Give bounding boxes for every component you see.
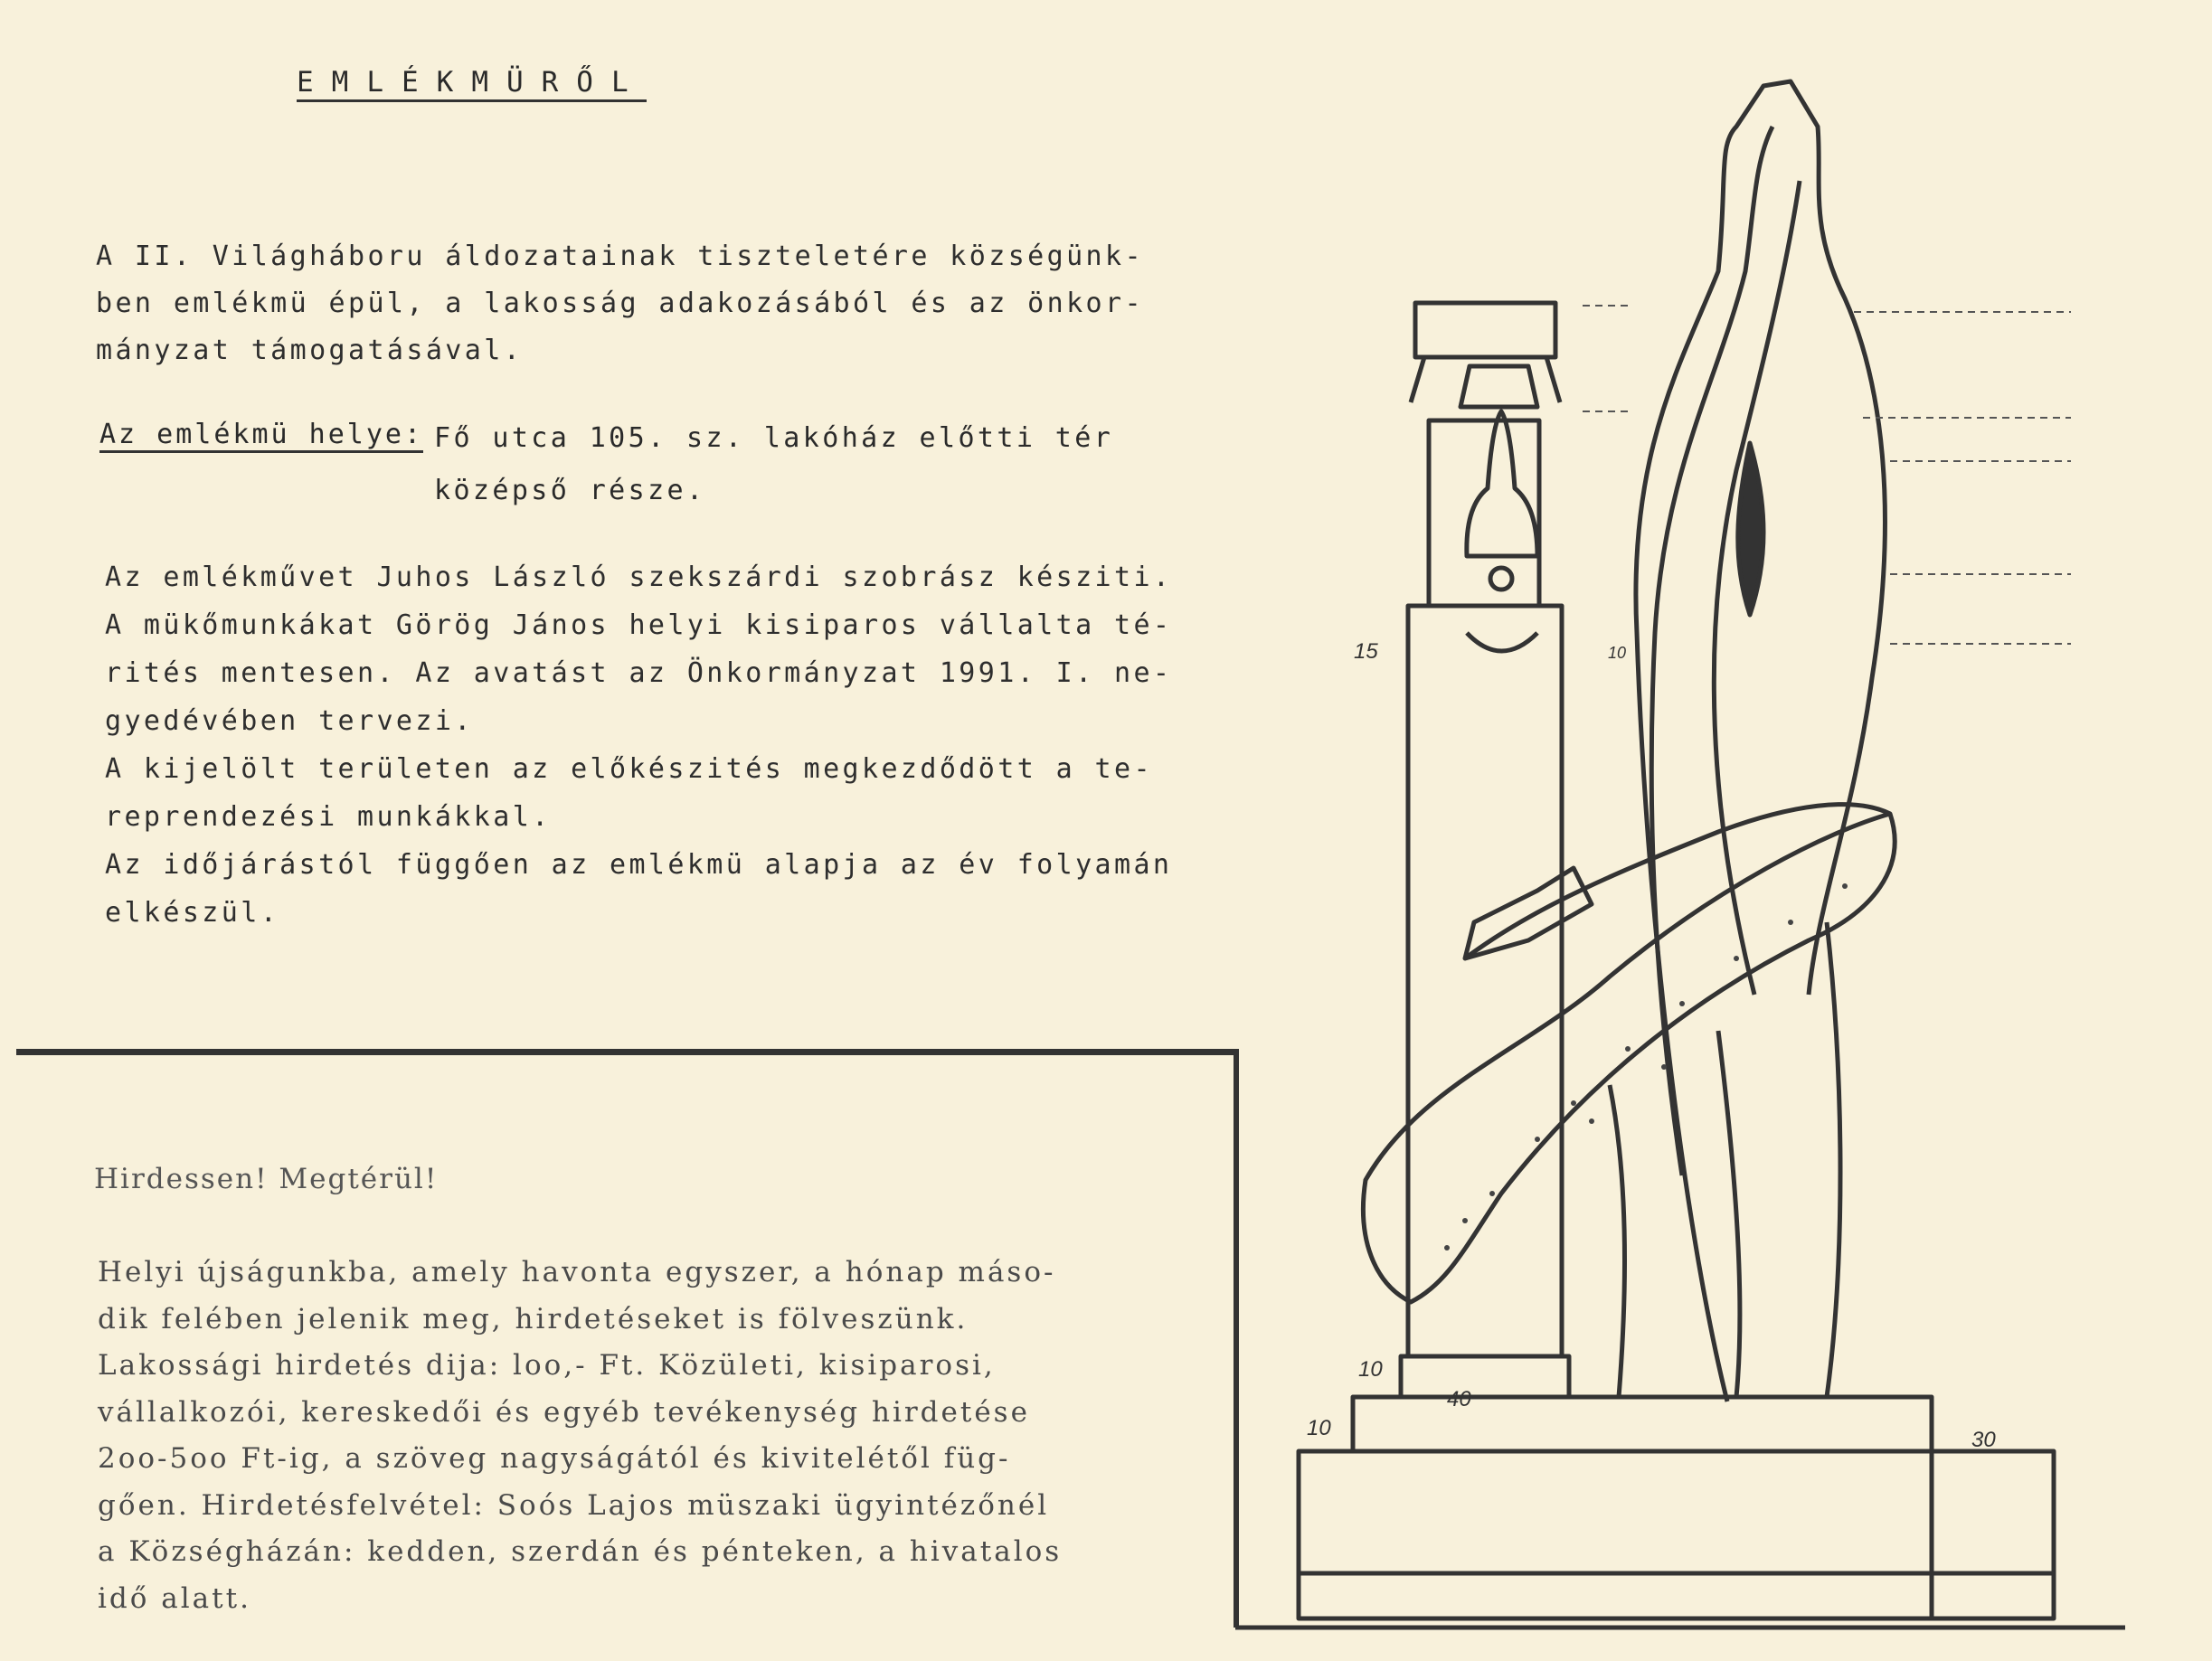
bell-clapper <box>1490 568 1512 590</box>
stem-far-right <box>1827 922 1840 1397</box>
bell-arch <box>1467 633 1537 651</box>
pillar <box>1408 606 1562 1356</box>
location-value: Fő utca 105. sz. lakóház előtti tér középső része. <box>434 422 1114 506</box>
ad-title: Hirdessen! Megtérül! <box>94 1163 439 1195</box>
stem-right <box>1718 1031 1740 1397</box>
stem-left <box>1610 1085 1625 1397</box>
details-paragraph: Az emlékművet Juhos László szekszárdi szobrász késziti. A mükőmunkákat Görög János helyi kisiparos vállalta té- rités mentesen. Az avatást az Önkormányzat 1991. I. ne- gyedévében tervezi. A kijelölt területen az előkészités megkezdődött a te- reprendezési munkákkal. Az időjárástól függően az emlékmü alapja az év folyamán elkészül. <box>105 562 1173 929</box>
plinth-lower <box>1353 1397 1932 1451</box>
dimension-leaders <box>1583 306 2071 644</box>
plinth-upper <box>1401 1356 1569 1397</box>
dim-label-10-mid: 10 <box>1358 1357 1383 1382</box>
stipple-texture <box>1444 883 1848 1250</box>
bell-body <box>1467 411 1537 556</box>
ad-text: Helyi újságunkba, amely havonta egyszer, a hónap máso- dik felében jelenik meg, hirdetéseket is fölveszünk. Lakossági hirdetés dija: loo,- Ft. Közületi, kisiparosi, vállalkozói, kereskedői és egyéb tevékenység hirdetése 2oo-5oo Ft-ig, a szöveg nagyságától és kivitelétől füg- gően. Hirdetésfelvétel: Soós Lajos müszaki ügyintézőnél a Községházán: kedden, szerdán és pénteken, a hivatalos idő alatt. <box>98 1256 1063 1615</box>
bell-frame <box>1460 366 1537 407</box>
dim-label-15: 15 <box>1354 639 1378 664</box>
dim-label-40: 40 <box>1447 1387 1471 1411</box>
intro-paragraph: A II. Világháboru áldozatainak tiszteletére községünk- ben emlékmü épül, a lakosság adakozásából és az önkor- mányzat támogatásával. <box>96 241 1144 366</box>
dim-label-10-top: 10 <box>1608 644 1627 662</box>
ribbon-lower <box>1363 814 1895 1302</box>
bell-niche <box>1429 420 1539 606</box>
dim-label-10-low: 10 <box>1307 1416 1331 1440</box>
base-block <box>1299 1451 2054 1619</box>
location-label: Az emlékmü helye: <box>99 420 423 453</box>
dim-label-30: 30 <box>1971 1428 1996 1452</box>
flame-outline <box>1636 81 1886 1401</box>
flame-teardrop <box>1738 443 1763 615</box>
pillar-cap <box>1415 303 1555 357</box>
page-title: EMLÉKMÜRŐL <box>297 67 647 102</box>
